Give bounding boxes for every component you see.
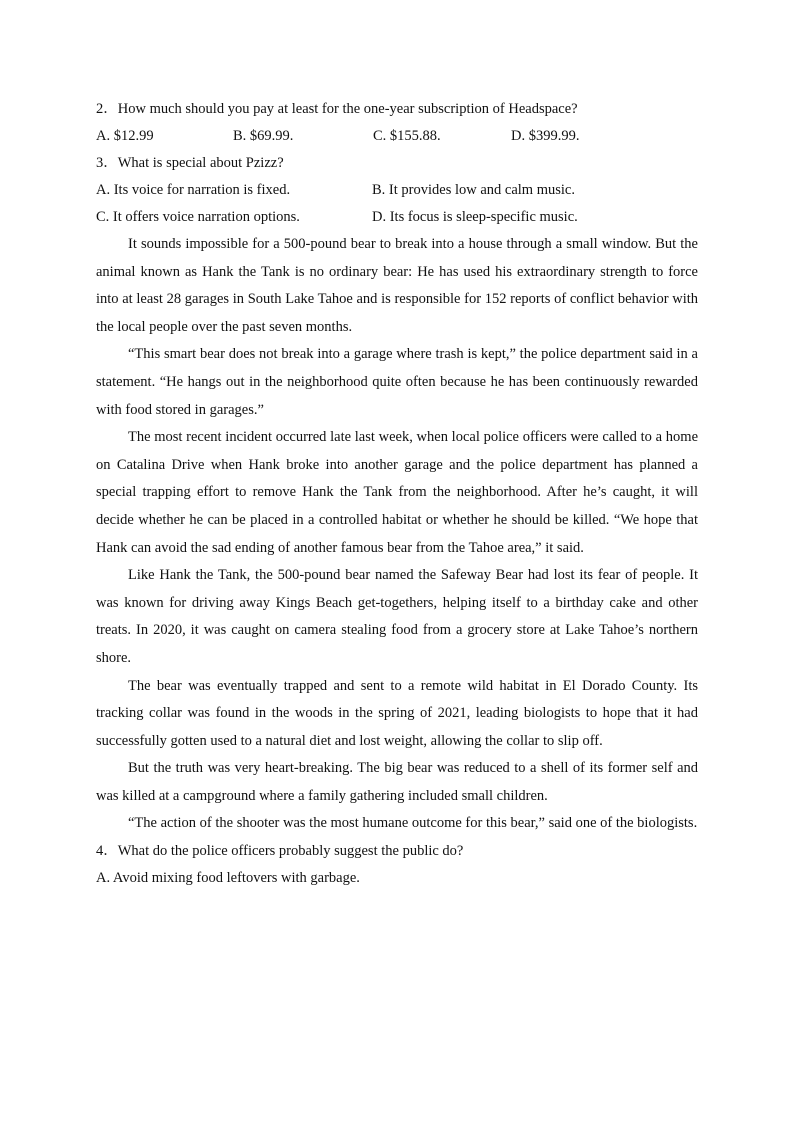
question-3-options-row-2 (96, 204, 698, 231)
question-3-option-d: D. Its focus is sleep-specific music. (372, 209, 578, 225)
passage-paragraph: But the truth was very heart-breaking. The big bear was reduced to a shell of its former self and was killed at a campground where a family gathering included small children. (96, 760, 698, 804)
question-3-option-b: B. It provides low and calm music. (372, 182, 575, 198)
question-3-options-row-1 (96, 177, 698, 204)
question-3-stem: 3．What is special about Pzizz? (96, 155, 284, 171)
passage-paragraph: “This smart bear does not break into a garage where trash is kept,” the police department said in a statement. “He hangs out in the neighborhood quite often because he has been continuously rewarded with food stored in garages.” (96, 346, 698, 418)
question-3-option-c: C. It offers voice narration options. (96, 209, 300, 225)
question-2-stem: 2．How much should you pay at least for the one-year subscription of Headspace? (96, 101, 578, 117)
passage-paragraph: The most recent incident occurred late last week, when local police officers were called to a home on Catalina Drive when Hank broke into another garage and the police department has planned a special trapping effort to remove Hank the Tank from the neighborhood. After he’s caught, it will decide whether he can be placed in a controlled habitat or whether he should be killed. “We hope that Hank can avoid the sad ending of another famous bear from the Tahoe area,” it said. (96, 429, 698, 556)
passage-paragraph: Like Hank the Tank, the 500-pound bear named the Safeway Bear had lost its fear of people. It was known for driving away Kings Beach get-togethers, helping itself to a birthday cake and other treats. In 2020, it was caught on camera stealing food from a grocery store at Lake Tahoe’s northern shore. (96, 567, 698, 666)
document-content (96, 96, 698, 892)
question-4-option-a: A. Avoid mixing food leftovers with garbage. (96, 870, 360, 887)
question-2-option-d: D. $399.99. (511, 128, 580, 144)
reading-passage (96, 231, 698, 838)
question-3-option-a: A. Its voice for narration is fixed. (96, 182, 291, 198)
passage-paragraph: The bear was eventually trapped and sent to a remote wild habitat in El Dorado County. Its tracking collar was found in the woods in the spring of 2021, leading biologists to hope that it had successfully gotten used to a natural diet and lost weight, allowing the collar to slip off. (96, 677, 698, 749)
question-2-option-a: A. $12.99 (96, 128, 154, 144)
passage-paragraph: It sounds impossible for a 500-pound bear to break into a house through a small window. But the animal known as Hank the Tank is no ordinary bear: He has used his extraordinary strength to force into at least 28 garages in South Lake Tahoe and is responsible for 152 reports of conflict behavior with the local people over the past seven months. (96, 236, 698, 335)
question-2-options (96, 123, 698, 150)
question-4-stem: 4．What do the police officers probably suggest the public do? (96, 843, 464, 860)
question-2-option-b: B. $69.99. (233, 128, 294, 144)
question-2-option-c: C. $155.88. (373, 128, 441, 144)
passage-paragraph: “The action of the shooter was the most humane outcome for this bear,” said one of the biologists. (128, 815, 698, 832)
